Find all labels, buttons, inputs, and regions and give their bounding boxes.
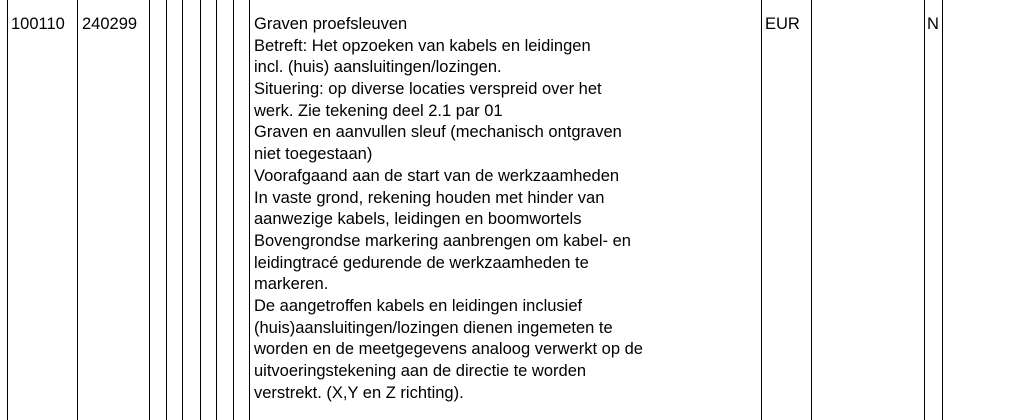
description-line: Situering: op diverse locaties verspreid over het: [254, 80, 602, 99]
column-divider: [811, 0, 812, 420]
description-line: incl. (huis) aansluitingen/lozingen.: [254, 58, 502, 77]
column-divider: [233, 0, 234, 420]
column-divider: [216, 0, 217, 420]
description-line: werk. Zie tekening deel 2.1 par 01: [254, 101, 503, 120]
description-line: (huis)aansluitingen/lozingen dienen ingemeten te: [254, 318, 613, 337]
column-divider: [924, 0, 925, 420]
description-line: markeren.: [254, 275, 329, 294]
description-line: Bovengrondse markering aanbrengen om kabel- en: [254, 231, 631, 250]
description-line: verstrekt. (X,Y en Z richting).: [254, 383, 464, 402]
description-line: De aangetroffen kabels en leidingen inclusief: [254, 296, 583, 315]
number-cell: 240299: [82, 15, 138, 33]
description-line: In vaste grond, rekening houden met hinder van: [254, 188, 605, 207]
description-line: aanwezige kabels, leidingen en boomwortels: [254, 210, 582, 229]
description-line: Betreft: Het opzoeken van kabels en leidingen: [254, 36, 591, 55]
description-line: Graven en aanvullen sleuf (mechanisch ontgraven: [254, 123, 622, 142]
column-divider: [7, 0, 8, 420]
description-line: worden en de meetgegevens analoog verwerkt op de: [254, 340, 643, 359]
column-divider: [942, 0, 943, 420]
description-line: niet toegestaan): [254, 145, 373, 164]
description-cell: [254, 14, 643, 404]
flag-cell: N: [927, 15, 939, 33]
unit-cell: EUR: [765, 15, 800, 33]
description-line: Voorafgaand aan de start van de werkzaamheden: [254, 166, 620, 185]
column-divider: [761, 0, 762, 420]
column-divider: [166, 0, 167, 420]
code-cell: 100110: [11, 15, 65, 33]
column-divider: [249, 0, 250, 420]
description-line: Graven proefsleuven: [254, 15, 408, 33]
column-divider: [182, 0, 183, 420]
description-line: leidingtracé gedurende de werkzaamheden te: [254, 253, 589, 272]
column-divider: [77, 0, 78, 420]
description-line: uitvoeringstekening aan de directie te worden: [254, 362, 587, 380]
column-divider: [200, 0, 201, 420]
column-divider: [149, 0, 150, 420]
